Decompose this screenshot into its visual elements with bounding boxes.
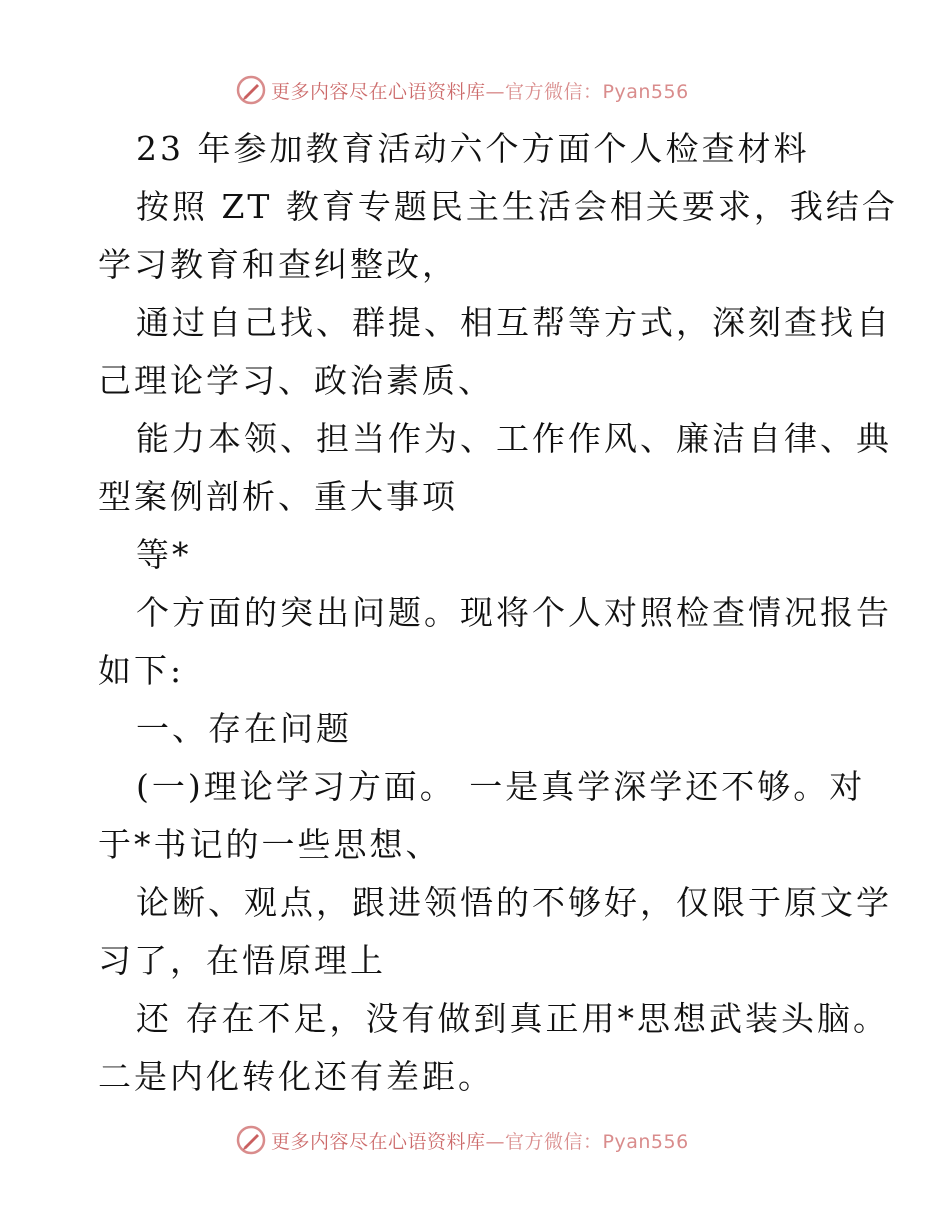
section-heading: 一、存在问题 bbox=[136, 709, 352, 748]
doc-line: 如下: bbox=[98, 651, 185, 690]
doc-line: 个方面的突出问题。现将个人对照检查情况报告 bbox=[136, 593, 892, 632]
watermark-text: 更多内容尽在心语资料库—官方微信：Pyan556 bbox=[271, 80, 689, 103]
doc-line: 能力本领、担当作为、工作作风、廉洁自律、典 bbox=[136, 419, 892, 458]
doc-line: 型案例剖析、重大事项 bbox=[98, 477, 458, 516]
watermark-footer bbox=[235, 1122, 689, 1158]
document-body bbox=[98, 120, 898, 1106]
doc-line: 论断、观点，跟进领悟的不够好，仅限于原文学 bbox=[136, 883, 892, 922]
doc-line: 己理论学习、政治素质、 bbox=[98, 361, 494, 400]
doc-line: 等* bbox=[136, 535, 192, 574]
watermark-header bbox=[235, 72, 689, 108]
doc-line: 23 年参加教育活动六个方面个人检查材料 bbox=[136, 129, 810, 168]
doc-line: 通过自己找、群提、相互帮等方式，深刻查找自 bbox=[136, 303, 892, 342]
doc-line: 按照 ZT 教育专题民主生活会相关要求，我结合 bbox=[136, 187, 898, 226]
doc-line: 二是内化转化还有差距。 bbox=[98, 1057, 494, 1096]
watermark-text: 更多内容尽在心语资料库—官方微信：Pyan556 bbox=[271, 1130, 689, 1153]
pen-logo-icon bbox=[235, 1124, 267, 1156]
doc-line: 于*书记的一些思想、 bbox=[98, 825, 442, 864]
doc-line: 还 存在不足，没有做到真正用*思想武装头脑。 bbox=[136, 999, 889, 1038]
pen-logo-icon bbox=[235, 74, 267, 106]
doc-line: (一)理论学习方面。 一是真学深学还不够。对 bbox=[136, 767, 866, 806]
doc-line: 学习教育和查纠整改， bbox=[98, 245, 458, 284]
doc-line: 习了，在悟原理上 bbox=[98, 941, 386, 980]
